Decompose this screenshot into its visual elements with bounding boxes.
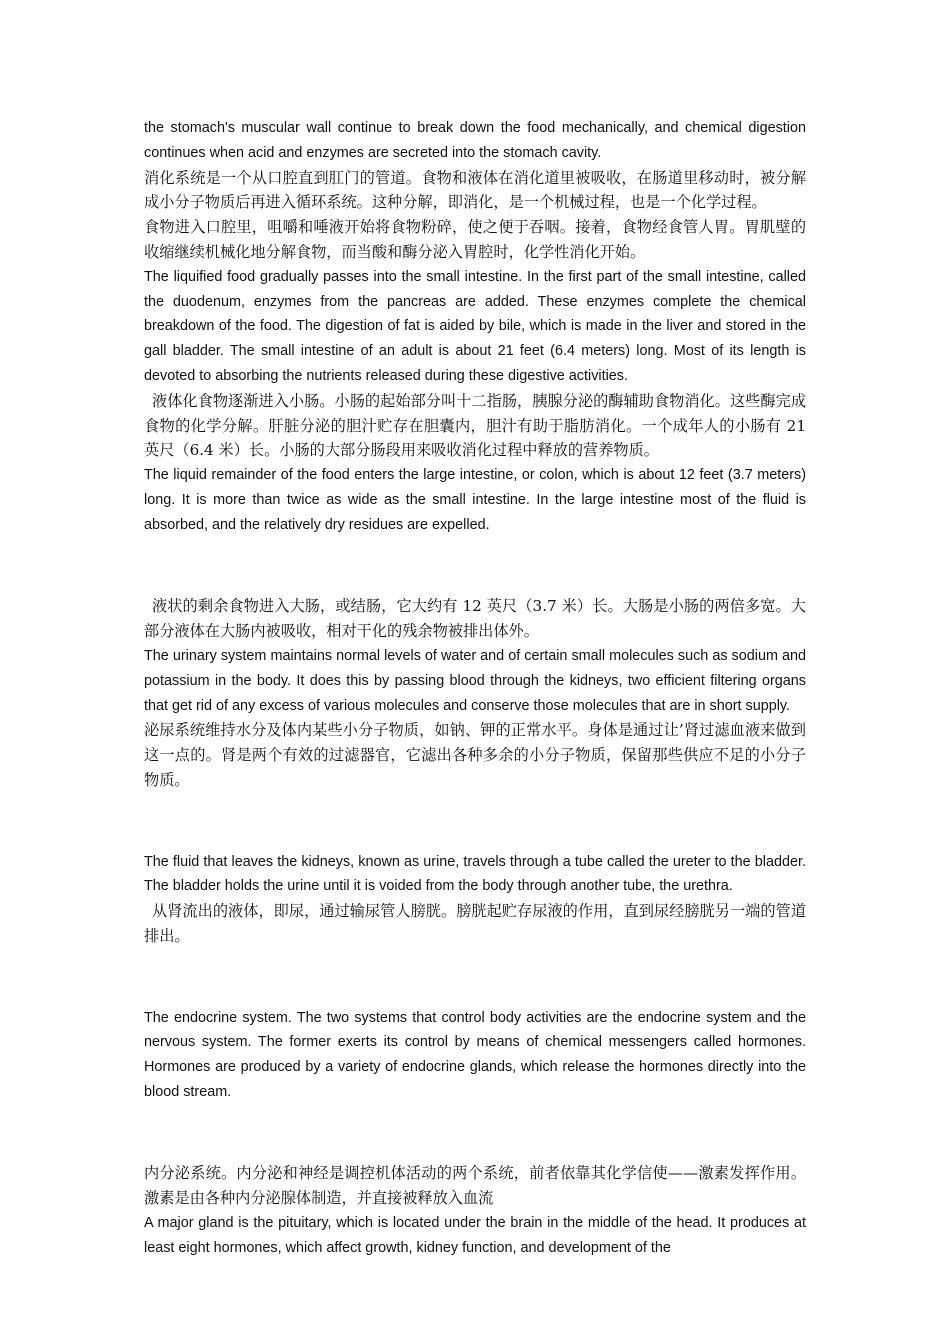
blank-line [144,809,806,834]
paragraph-chinese: 从肾流出的液体，即尿，通过输尿管人膀胱。膀胱起贮存尿液的作用，直到尿经膀胱另一端的管道排出。 [144,902,806,945]
paragraph-chinese: 消化系统是一个从口腔直到肛门的管道。食物和液体在消化道里被吸收，在肠道里移动时，被分解成小分子物质后再进入循环系统。这种分解，即消化，是一个机械过程，也是一个化学过程。 [144,168,806,212]
paragraph-chinese: 液体化食物逐渐进入小肠。小肠的起始部分叫十二指肠，胰腺分泌的酶辅助食物消化。这些酶完成食物的化学分解。肝脏分泌的胆汁贮存在胆囊内，胆汁有助于脂肪消化。一个成年人的小肠有 21 英尺（6.4 米）长。小肠的大部分肠段用来吸收消化过程中释放的营养物质。 [144,391,806,460]
paragraph-english: The urinary system maintains normal levels of water and of certain small molecules such as sodium and potassium in the body. It does this by passing blood through the kidneys, two efficient filtering organs that get rid of any excess of various molecules and conserve those molecules that are in short supply. [144,647,806,714]
paragraph-chinese: 内分泌系统。内分泌和神经是调控机体活动的两个系统，前者依靠其化学信使——激素发挥作用。激素是由各种内分泌腺体制造，并直接被释放入血流 [144,1164,806,1208]
document-page [144,116,806,1261]
blank-line [144,1121,806,1146]
paragraph-english: The endocrine system. The two systems that control body activities are the endocrine system and the nervous system. The former exerts its control by means of chemical messengers called hormones. Hormones are produced by a variety of endocrine glands, which release the hormones directly into the blood stream. [144,1009,806,1100]
paragraph-chinese: 液状的剩余食物进入大肠，或结肠，它大约有 12 英尺（3.7 米）长。大肠是小肠的两倍多宽。大部分液体在大肠内被吸收，相对干化的残余物被排出体外。 [144,597,806,641]
paragraph-english: The liquid remainder of the food enters the large intestine, or colon, which is about 12 feet (3.7 meters) long. It is more than twice as wide as the small intestine. In the large intestine most of the fluid is absorbed, and the relatively dry residues are expelled. [144,467,806,533]
paragraph-chinese: 食物进入口腔里，咀嚼和唾液开始将食物粉碎，使之便于吞咽。接着，食物经食管人胃。胃肌壁的收缩继续机械化地分解食物，而当酸和酶分泌入胃腔时，化学性消化开始。 [144,218,806,261]
paragraph-english: the stomach's muscular wall continue to break down the food mechanically, and chemical digestion continues when acid and enzymes are secreted into the stomach cavity. [144,120,806,161]
blank-line [144,965,806,990]
paragraph-english: A major gland is the pituitary, which is located under the brain in the middle of the head. It produces at least eight hormones, which affect growth, kidney function, and development of the [144,1215,806,1256]
paragraph-english: The liquified food gradually passes into the small intestine. In the first part of the small intestine, called the duodenum, enzymes from the pancreas are added. These enzymes complete the chemical breakdown of the food. The digestion of fat is aided by bile, which is made in the liver and stored in the gall bladder. The small intestine of an adult is about 21 feet (6.4 meters) long. Most of its length is devoted to absorbing the nutrients released during these digestive activities. [144,268,806,384]
blank-line [144,554,806,579]
paragraph-chinese: 泌尿系统维持水分及体内某些小分子物质，如钠、钾的正常水平。身体是通过让’肾过滤血液来做到这一点的。肾是两个有效的过滤器官，它滤出各种多余的小分子物质，保留那些供应不足的小分子物质。 [144,721,806,789]
paragraph-english: The fluid that leaves the kidneys, known as urine, travels through a tube called the ureter to the bladder. The bladder holds the urine until it is voided from the body through another tube, the urethra. [144,853,806,895]
